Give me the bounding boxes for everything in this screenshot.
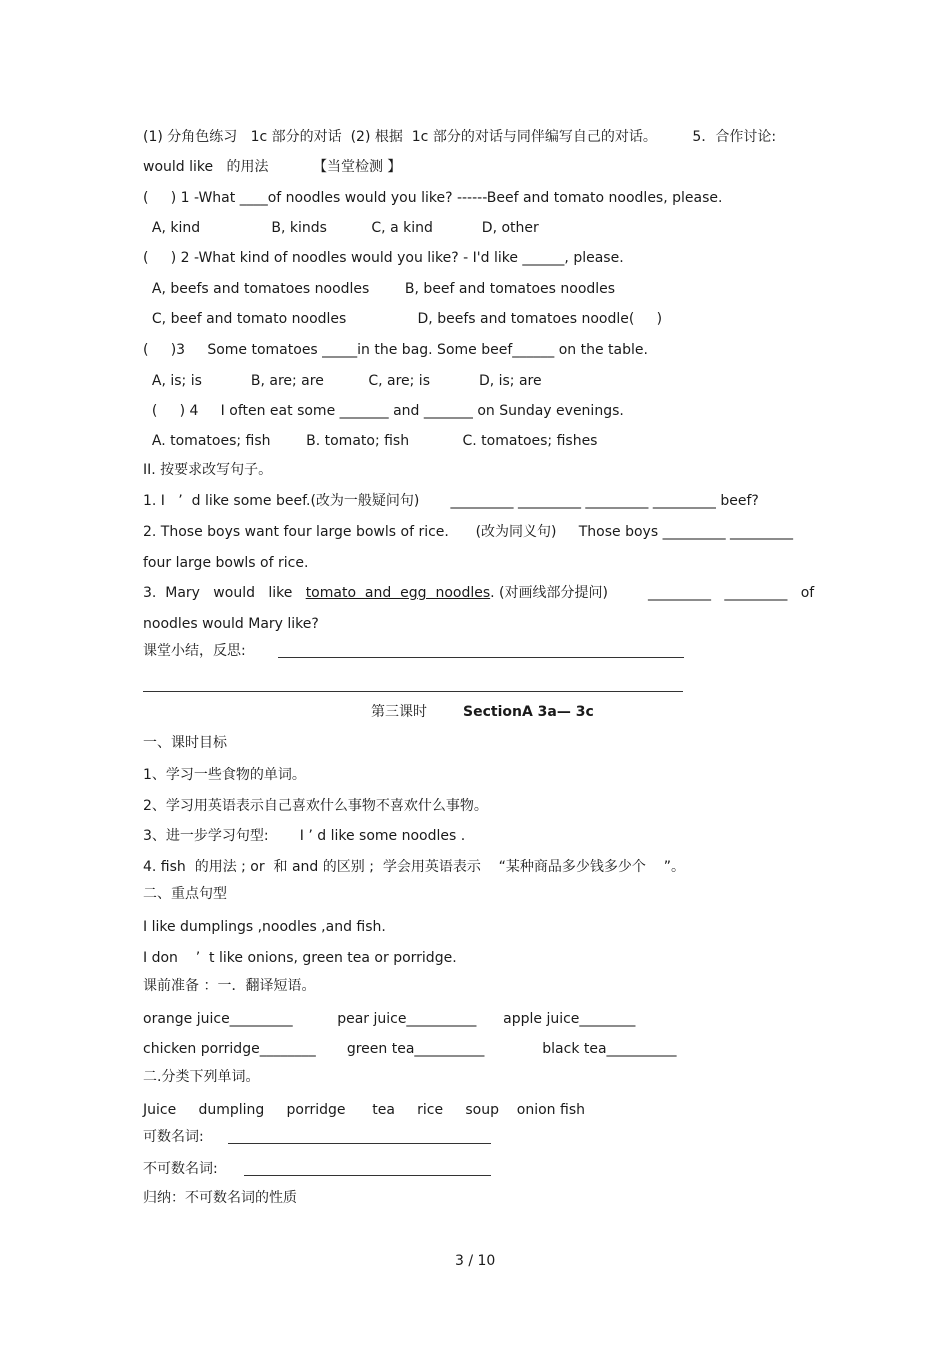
text-line: would like 的用法 【当堂检测 】	[143, 159, 402, 175]
heading-objectives: 一、课时目标	[143, 735, 227, 751]
key-sentence-2: I don ’ t like onions, green tea or porridge.	[143, 950, 457, 966]
key-sentence-1: I like dumplings ,noodles ,and fish.	[143, 919, 386, 935]
question-2: ( ) 2 -What kind of noodles would you like? - I'd like ______, please.	[143, 250, 624, 266]
question-3: ( )3 Some tomatoes _____in the bag. Some beef______ on the table.	[143, 342, 648, 358]
question-2-options-ab: A, beefs and tomatoes noodles B, beef and tomatoes noodles	[143, 281, 616, 297]
question-3-options: A, is; is B, are; are C, are; is D, is; are	[143, 373, 542, 389]
rewrite-2: 2. Those boys want four large bowls of rice. (改为同义句) Those boys _________ _________	[143, 524, 794, 540]
rewrite-3-start: 3. Mary would like	[143, 585, 306, 601]
summary-heading: 归纳：不可数名词的性质	[143, 1190, 297, 1206]
heading-key-sentences: 二、重点句型	[143, 886, 227, 902]
answer-line	[278, 657, 684, 658]
answer-line	[228, 1143, 491, 1144]
question-4-options: A. tomatoes; fish B. tomato; fish C. tomatoes; fishes	[143, 433, 598, 449]
word-list: Juice dumpling porridge tea rice soup onion fish	[143, 1102, 585, 1118]
objective-2: 2、学习用英语表示自己喜欢什么事物不喜欢什么事物。	[143, 798, 488, 814]
answer-line	[143, 691, 683, 692]
question-2-options-cd: C, beef and tomato noodles D, beefs and tomatoes noodle( )	[143, 311, 663, 327]
rewrite-2-cont: four large bowls of rice.	[143, 555, 309, 571]
countable-label: 可数名词:	[143, 1129, 226, 1145]
underlined-phrase: tomato and egg noodles	[305, 585, 491, 601]
phrase-row-2: chicken porridge________ green tea__________ black tea__________	[143, 1041, 677, 1057]
question-1: ( ) 1 -What ____of noodles would you like? ------Beef and tomato noodles, please.	[143, 190, 723, 206]
section-heading: II. 按要求改写句子。	[143, 462, 273, 478]
objective-3: 3、进一步学习句型: I ’ d like some noodles .	[143, 828, 466, 844]
objective-1: 1、学习一些食物的单词。	[143, 767, 306, 783]
preparation-heading: 课前准备 ：一．翻译短语。	[143, 978, 316, 994]
section-title: SectionA 3a— 3c	[463, 704, 594, 720]
phrase-row-1: orange juice_________ pear juice__________ apple juice________	[143, 1011, 636, 1027]
text-line: (1) 分角色练习 1c 部分的对话 (2) 根据 1c 部分的对话与同伴编写自己的对话。 5．合作讨论:	[143, 129, 777, 145]
rewrite-3-cont: noodles would Mary like?	[143, 616, 319, 632]
lesson-label: 第三课时	[371, 704, 427, 720]
rewrite-1: 1. I ’ d like some beef.(改为一般疑问句) _________ _________ _________ _________ beef?	[143, 493, 759, 509]
page-number: 3 / 10	[455, 1253, 496, 1269]
summary-label: 课堂小结，反思:	[143, 643, 264, 659]
uncountable-label: 不可数名词:	[143, 1161, 236, 1177]
answer-line	[244, 1175, 491, 1176]
rewrite-3-end: . (对画线部分提问) _________ _________ of	[490, 585, 815, 601]
rewrite-3	[143, 584, 814, 602]
objective-4: 4. fish 的用法 ; or 和 and 的区别 ; 学会用英语表示 “某种商品多少钱多少个 ”。	[143, 859, 685, 875]
classify-heading: 二.分类下列单词。	[143, 1069, 260, 1085]
question-1-options: A, kind B, kinds C, a kind D, other	[143, 220, 539, 236]
question-4: ( ) 4 I often eat some _______ and _______ on Sunday evenings.	[143, 403, 624, 419]
